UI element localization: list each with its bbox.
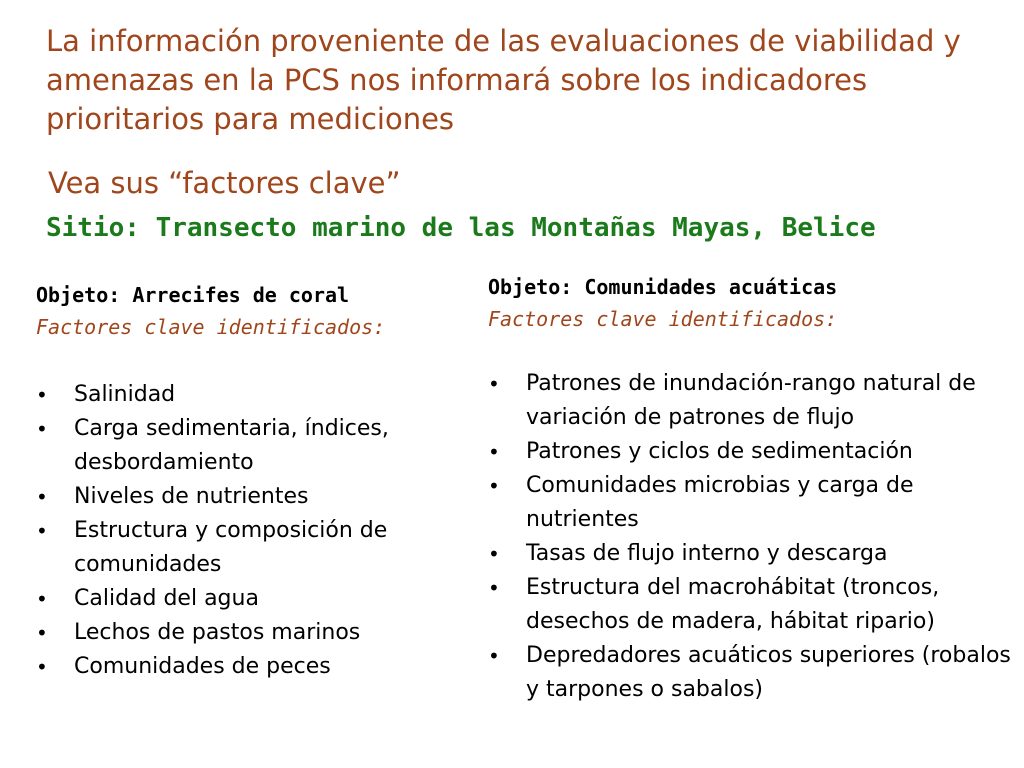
bullet-icon: •: [36, 587, 48, 611]
list-item: [36, 480, 476, 514]
list-item-text: Calidad del agua: [74, 586, 259, 611]
list-item: [36, 582, 476, 616]
list-item: [488, 571, 1013, 639]
bullet-icon: •: [488, 372, 500, 396]
list-item-text: Comunidades de peces: [74, 654, 331, 679]
list-item-text: Niveles de nutrientes: [74, 484, 309, 509]
bullet-icon: •: [488, 474, 500, 498]
list-item-text: Patrones de inundación-rango natural de variación de patrones de flujo: [526, 371, 976, 430]
bullet-icon: •: [488, 644, 500, 668]
left-factors-heading: Factores clave identificados:: [36, 315, 386, 339]
bullet-icon: •: [36, 417, 48, 441]
bullet-icon: •: [36, 519, 48, 543]
list-item: [36, 650, 476, 684]
left-object-heading: Objeto: Arrecifes de coral: [36, 283, 350, 307]
list-item: [488, 537, 1013, 571]
list-item-text: Estructura y composición de comunidades: [74, 518, 388, 577]
list-item: [36, 378, 476, 412]
left-factors-list: [36, 378, 476, 684]
left-column: [36, 280, 476, 684]
right-object-heading: Objeto: Comunidades acuáticas: [488, 275, 838, 299]
list-item-text: Estructura del macrohábitat (troncos, desechos de madera, hábitat ripario): [526, 575, 940, 634]
list-item-text: Salinidad: [74, 382, 176, 407]
list-item: [488, 469, 1013, 537]
site-heading: Sitio: Transecto marino de las Montañas Mayas, Belice: [46, 213, 876, 243]
bullet-icon: •: [488, 440, 500, 464]
right-factors-heading: Factores clave identificados:: [488, 307, 838, 331]
list-item-text: Depredadores acuáticos superiores (robalos y tarpones o sabalos): [526, 643, 1011, 702]
bullet-icon: •: [488, 542, 500, 566]
list-item: [36, 514, 476, 582]
right-column: [488, 272, 1013, 707]
list-item: [488, 435, 1013, 469]
list-item-text: Carga sedimentaria, índices, desbordamiento: [74, 416, 389, 475]
slide-subtitle: Vea sus “factores clave”: [48, 166, 401, 200]
list-item: [36, 616, 476, 650]
list-item: [488, 367, 1013, 435]
bullet-icon: •: [36, 485, 48, 509]
slide-title: La información proveniente de las evaluaciones de viabilidad y amenazas en la PCS nos informará sobre los indicadores prioritarios para mediciones: [46, 24, 961, 136]
list-item: [488, 639, 1013, 707]
bullet-icon: •: [488, 576, 500, 600]
bullet-icon: •: [36, 621, 48, 645]
list-item: [36, 412, 476, 480]
list-item-text: Tasas de flujo interno y descarga: [526, 541, 888, 566]
bullet-icon: •: [36, 383, 48, 407]
bullet-icon: •: [36, 655, 48, 679]
list-item-text: Lechos de pastos marinos: [74, 620, 361, 645]
list-item-text: Patrones y ciclos de sedimentación: [526, 439, 913, 464]
list-item-text: Comunidades microbias y carga de nutrientes: [526, 473, 914, 532]
right-factors-list: [488, 367, 1013, 707]
